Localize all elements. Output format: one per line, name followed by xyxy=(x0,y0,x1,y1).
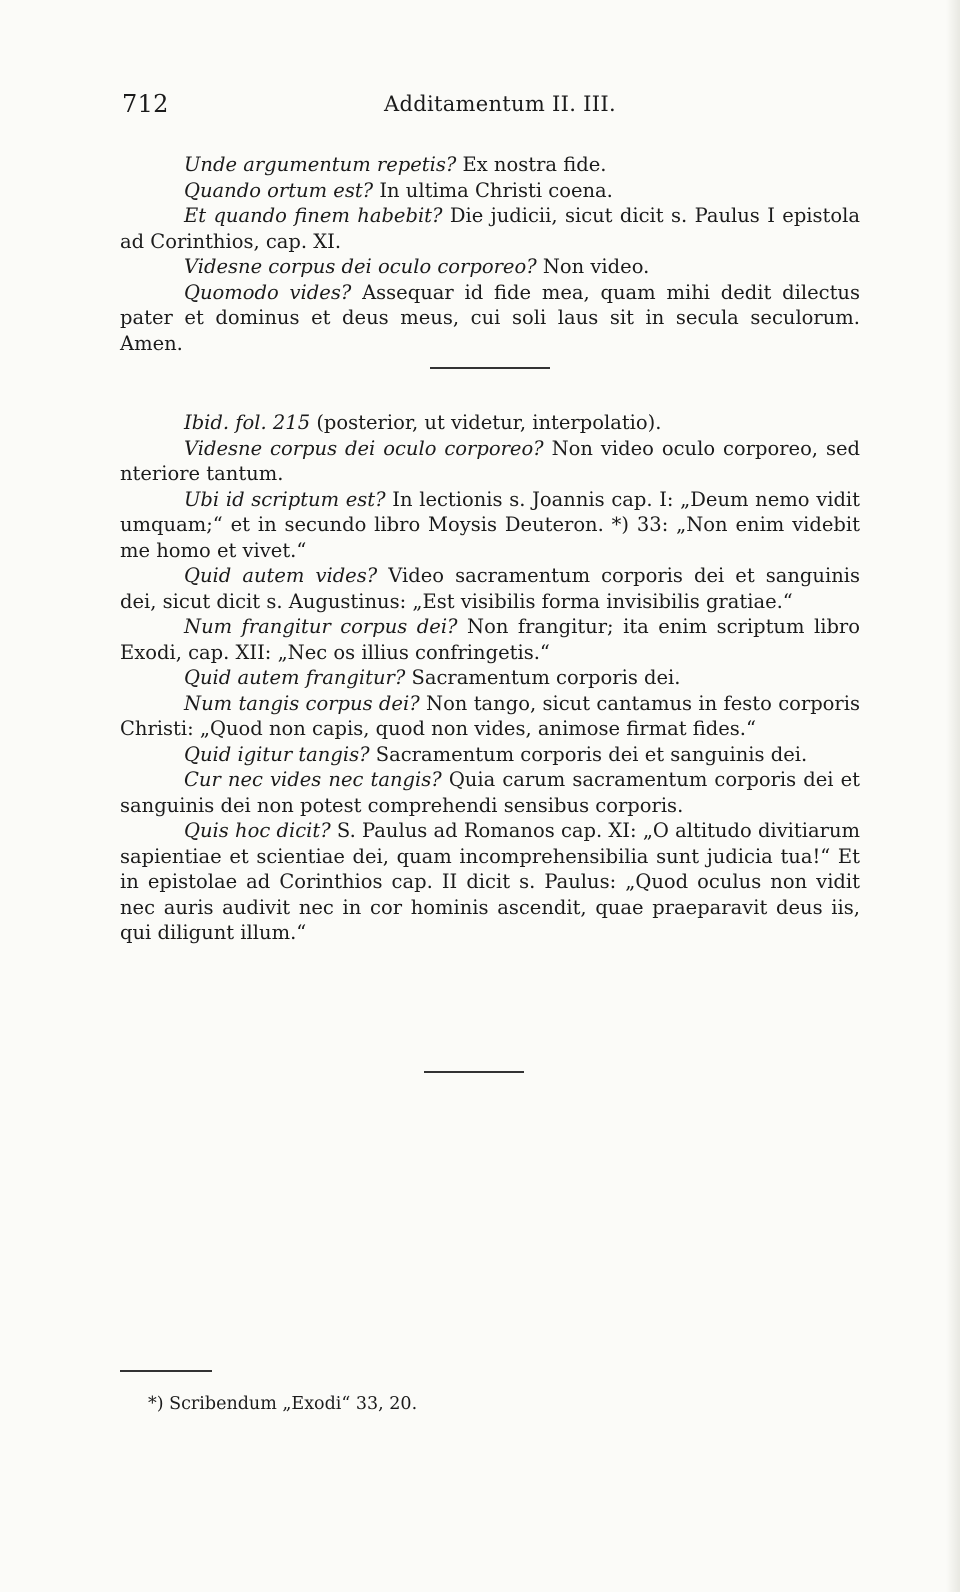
question-text: Quis hoc dicit? xyxy=(184,819,331,842)
answer-text: Quia carum sacramentum corporis dei et sanguinis dei non potest comprehendi sensibus corporis. xyxy=(120,768,860,817)
qa-paragraph xyxy=(120,691,860,742)
question-text: Et quando finem habebit? xyxy=(184,204,443,227)
question-text: Videsne corpus dei oculo corporeo? xyxy=(184,436,544,460)
question-text: Quid autem vides? xyxy=(184,564,378,587)
footnote-rule xyxy=(120,1370,212,1372)
end-divider xyxy=(424,1071,524,1073)
question-text: Unde argumentum repetis? xyxy=(184,153,457,176)
answer-text: Assequar id fide mea, quam mihi dedit dilectus pater et dominus et deus meus, cui soli laus sit in secula seculorum. Amen. xyxy=(120,280,860,355)
answer-text: Non frangitur; ita enim scriptum libro Exodi, cap. XII: „Nec os illius confringetis.“ xyxy=(120,615,860,664)
section-divider xyxy=(430,367,550,369)
answer-text: In lectionis s. Joannis cap. I: „Deum nemo vidit umquam;“ et in secundo libro Moysis Deuteron. *) 33: „Non enim videbit me homo et vivet.“ xyxy=(120,487,860,562)
answer-text: Sacramentum corporis dei. xyxy=(405,666,681,689)
qa-paragraph xyxy=(120,614,860,665)
qa-paragraph xyxy=(120,254,860,280)
page-edge-shadow xyxy=(946,0,960,1592)
answer-text: S. Paulus ad Romanos cap. XI: „O altitudo divitiarum sapientiae et scientiae dei, quam incomprehensibilia sunt judicia tua!“ Et in epistolae ad Corinthios cap. II dicit s. Paulus: „Quod oculus non vidit nec auris audivit nec in cor hominis ascendit, quae praeparavit deus iis, qui diligunt illum.“ xyxy=(120,819,860,944)
answer-text: Non video oculo corporeo, sed nteriore tantum. xyxy=(120,436,860,485)
reference-note: (posterior, ut videtur, interpolatio). xyxy=(310,411,662,434)
section-one xyxy=(120,152,860,356)
answer-text: Die judicii, sicut dicit s. Paulus I epistola ad Corinthios, cap. XI. xyxy=(120,204,860,253)
question-text: Num frangitur corpus dei? xyxy=(184,615,458,638)
page-number: 712 xyxy=(122,90,169,118)
qa-paragraph xyxy=(120,818,860,946)
footnote-text: *) Scribendum „Exodi“ 33, 20. xyxy=(148,1394,418,1414)
question-text: Ubi id scriptum est? xyxy=(184,487,386,511)
qa-paragraph xyxy=(120,152,860,178)
qa-paragraph xyxy=(120,178,860,204)
answer-text: Non tango, sicut cantamus in festo corporis Christi: „Quod non capis, quod non vides, animose firmat fides.“ xyxy=(120,691,860,740)
qa-paragraph xyxy=(120,563,860,614)
qa-paragraph xyxy=(120,767,860,818)
running-title: Additamentum II. III. xyxy=(384,92,616,116)
answer-text: Non video. xyxy=(536,255,650,278)
footnote xyxy=(148,1392,888,1418)
answer-text: Ex nostra fide. xyxy=(456,153,607,176)
question-text: Quomodo vides? xyxy=(184,280,352,304)
answer-text: Video sacramentum corporis dei et sanguinis dei, sicut dicit s. Augustinus: „Est visibilis forma invisibilis gratiae.“ xyxy=(120,564,861,613)
source-reference xyxy=(120,410,860,436)
question-text: Quid igitur tangis? xyxy=(184,742,370,766)
qa-paragraph xyxy=(120,665,860,691)
question-text: Num tangis corpus dei? xyxy=(184,691,420,715)
qa-paragraph xyxy=(120,436,860,487)
section-two xyxy=(120,410,860,946)
qa-paragraph xyxy=(120,203,860,254)
answer-text: In ultima Christi coena. xyxy=(373,178,613,202)
qa-paragraph xyxy=(120,487,860,564)
question-text: Cur nec vides nec tangis? xyxy=(184,768,442,791)
reference-italic: Ibid. fol. 215 xyxy=(184,411,311,434)
qa-paragraph xyxy=(120,280,860,357)
answer-text: Sacramentum corporis dei et sanguinis dei. xyxy=(369,742,808,766)
page-header xyxy=(122,90,852,120)
question-text: Quando ortum est? xyxy=(184,178,374,202)
question-text: Videsne corpus dei oculo corporeo? xyxy=(184,255,537,278)
qa-paragraph xyxy=(120,742,860,768)
question-text: Quid autem frangitur? xyxy=(184,666,406,689)
